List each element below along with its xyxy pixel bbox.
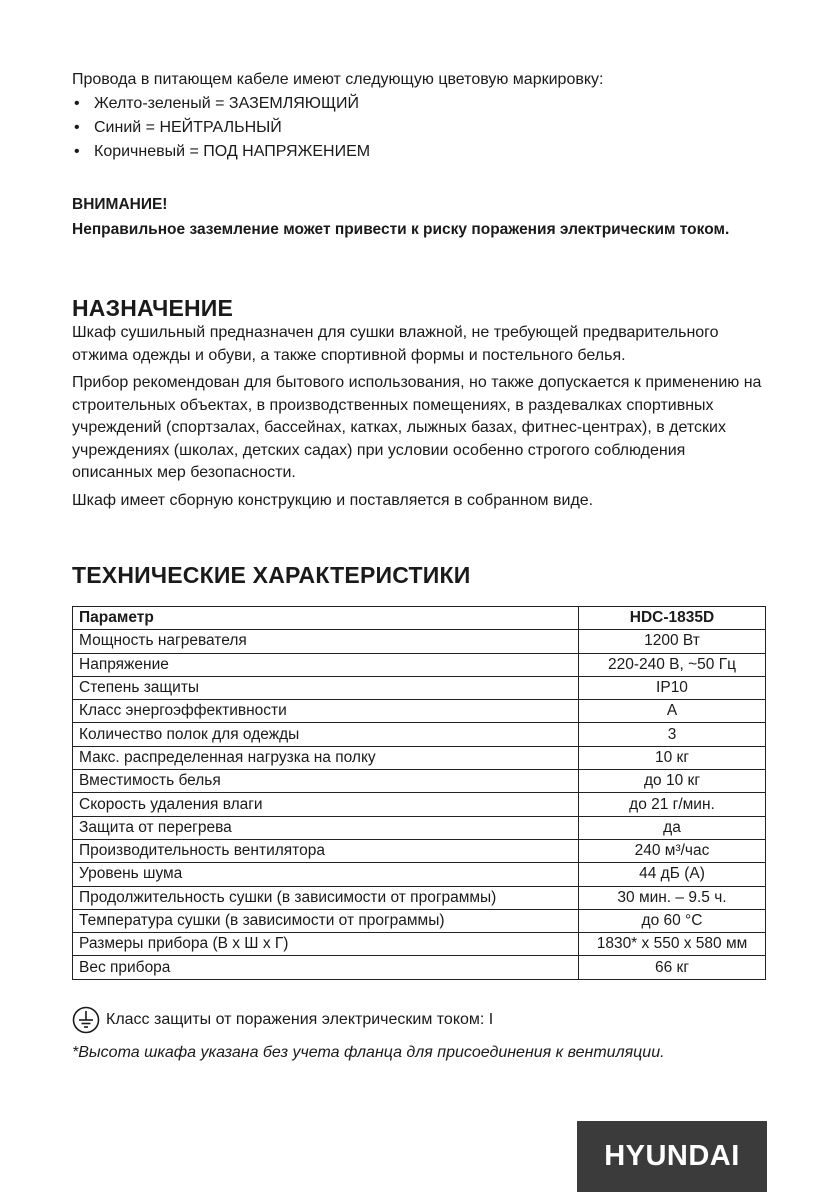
- spec-param: Вместимость белья: [73, 770, 579, 793]
- specs-heading: ТЕХНИЧЕСКИЕ ХАРАКТЕРИСТИКИ: [72, 562, 471, 588]
- spec-value: 240 м³/час: [579, 839, 766, 862]
- wiring-section: [72, 68, 603, 164]
- spec-param: Степень защиты: [73, 676, 579, 699]
- param-column-header: Параметр: [73, 607, 579, 630]
- spec-value: до 60 °С: [579, 909, 766, 932]
- spec-value: 10 кг: [579, 746, 766, 769]
- spec-value: IP10: [579, 676, 766, 699]
- purpose-section: [72, 322, 762, 517]
- spec-value: 66 кг: [579, 956, 766, 979]
- purpose-paragraph: Прибор рекомендован для бытового использования, но также допускается к применению на строительных объектах, в производственных помещениях, в раздевалках спортивных учреждений (спортзалах, бассейнах, катках, лыжных базах, фитнес-центрах), в детских учреждениях (школах, детских садах) при условии особенно строгого соблюдения описанных мер безопасности.: [72, 374, 762, 481]
- spec-row: [73, 700, 766, 723]
- purpose-paragraph: Шкаф имеет сборную конструкцию и поставляется в собранном виде.: [72, 491, 594, 509]
- brand-logo-text: HYUNDAI: [604, 1140, 740, 1172]
- spec-value: до 21 г/мин.: [579, 793, 766, 816]
- spec-value: A: [579, 700, 766, 723]
- spec-row: [73, 723, 766, 746]
- purpose-heading: НАЗНАЧЕНИЕ: [72, 295, 234, 321]
- purpose-paragraph: Шкаф сушильный предназначен для сушки влажной, не требующей предварительного отжима одежды и обуви, а также спортивной формы и постельного белья.: [72, 324, 719, 364]
- spec-param: Уровень шума: [73, 863, 579, 886]
- spec-row: [73, 909, 766, 932]
- spec-param: Класс энергоэффективности: [73, 700, 579, 723]
- spec-param: Скорость удаления влаги: [73, 793, 579, 816]
- spec-param: Температура сушки (в зависимости от программы): [73, 909, 579, 932]
- spec-value: 1830* х 550 х 580 мм: [579, 933, 766, 956]
- spec-param: Защита от перегрева: [73, 816, 579, 839]
- spec-value: до 10 кг: [579, 770, 766, 793]
- brand-logo: [577, 1121, 767, 1192]
- wiring-item: • Синий = НЕЙТРАЛЬНЫЙ: [72, 116, 603, 140]
- spec-row: [73, 770, 766, 793]
- spec-value: да: [579, 816, 766, 839]
- spec-row: [73, 746, 766, 769]
- spec-param: Производительность вентилятора: [73, 839, 579, 862]
- spec-param: Количество полок для одежды: [73, 723, 579, 746]
- warning-block: [72, 193, 762, 241]
- specs-header-row: [73, 607, 766, 630]
- spec-row: [73, 630, 766, 653]
- spec-row: [73, 816, 766, 839]
- spec-row: [73, 839, 766, 862]
- spec-row: [73, 886, 766, 909]
- spec-value: 1200 Вт: [579, 630, 766, 653]
- spec-row: [73, 956, 766, 979]
- wiring-intro: Провода в питающем кабеле имеют следующую цветовую маркировку:: [72, 71, 604, 88]
- spec-row: [73, 653, 766, 676]
- specs-body: [73, 630, 766, 979]
- spec-row: [73, 863, 766, 886]
- specs-table: [72, 606, 766, 980]
- spec-value: 3: [579, 723, 766, 746]
- footnote: *Высота шкафа указана без учета фланца для присоединения к вентиляции.: [72, 1044, 665, 1061]
- spec-row: [73, 676, 766, 699]
- spec-value: 30 мин. – 9.5 ч.: [579, 886, 766, 909]
- wiring-item: • Коричневый = ПОД НАПРЯЖЕНИЕМ: [72, 140, 603, 164]
- protection-class-text: Класс защиты от поражения электрическим током: I: [106, 1011, 494, 1028]
- spec-value: 44 дБ (А): [579, 863, 766, 886]
- spec-value: 220-240 В, ~50 Гц: [579, 653, 766, 676]
- warning-body: Неправильное заземление может привести к риску поражения электрическим током.: [72, 221, 730, 238]
- protection-class-note: [72, 1006, 493, 1034]
- spec-param: Напряжение: [73, 653, 579, 676]
- spec-param: Вес прибора: [73, 956, 579, 979]
- wiring-list: [72, 92, 603, 164]
- spec-param: Продолжительность сушки (в зависимости от программы): [73, 886, 579, 909]
- spec-row: [73, 793, 766, 816]
- warning-title: ВНИМАНИЕ!: [72, 196, 168, 213]
- spec-row: [73, 933, 766, 956]
- spec-param: Мощность нагревателя: [73, 630, 579, 653]
- wiring-item: • Желто-зеленый = ЗАЗЕМЛЯЮЩИЙ: [72, 92, 603, 116]
- spec-param: Макс. распределенная нагрузка на полку: [73, 746, 579, 769]
- protective-earth-icon: [72, 1006, 100, 1034]
- spec-param: Размеры прибора (В х Ш х Г): [73, 933, 579, 956]
- model-column-header: HDC-1835D: [579, 607, 766, 630]
